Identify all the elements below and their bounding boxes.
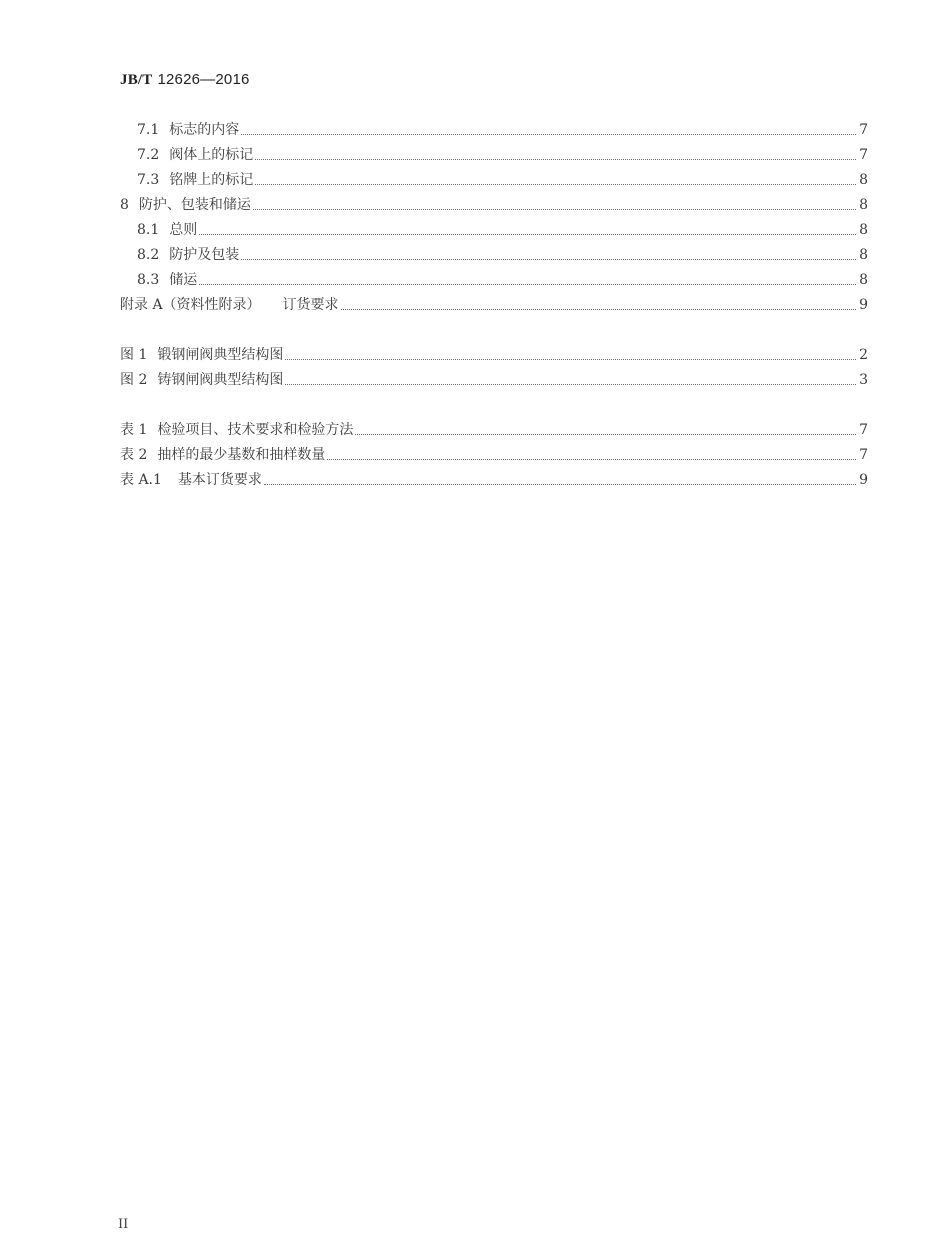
toc-entry-number: 8.1 [137,222,160,238]
toc-entry-page: 2 [859,347,868,363]
toc-leader-dots [327,458,856,460]
toc-entry-title: 铭牌上的标记 [169,172,254,188]
toc-entry-page: 7 [859,422,868,438]
toc-figure-1[interactable] [120,342,868,364]
toc-entry-7-3[interactable] [120,167,868,189]
toc-entry-number: 表 A.1 [120,472,162,488]
toc-entry-number: 8 [120,197,129,213]
toc-entry-number: 图 1 [120,347,148,363]
toc-entry-number: 8.2 [137,247,160,263]
toc-leader-dots [199,283,856,285]
toc-entry-title: 订货要求 [282,297,339,313]
toc-entry-number: 图 2 [120,372,148,388]
toc-leader-dots [255,183,856,185]
page-number: II [118,1217,129,1232]
toc-entry-title: 铸钢闸阀典型结构图 [157,372,284,388]
toc-entry-page: 9 [859,297,868,313]
toc-entry-title: 标志的内容 [169,122,240,138]
toc-entry-number: 7.3 [137,172,160,188]
toc-leader-dots [355,433,856,435]
toc-leader-dots [241,133,856,135]
toc-table-2[interactable] [120,442,868,464]
toc-entry-number: 7.2 [137,147,160,163]
toc-leader-dots [285,383,856,385]
toc-entry-title: 基本订货要求 [177,472,262,488]
toc-entry-page: 9 [859,472,868,488]
toc-entry-8[interactable] [120,192,868,214]
toc-leader-dots [264,483,856,485]
toc-entry-page: 3 [859,372,868,388]
toc-entry-page: 8 [859,222,868,238]
toc-entry-number: 附录 A（资料性附录） [120,297,261,313]
toc-entry-title: 总则 [169,222,198,238]
toc-figure-2[interactable] [120,367,868,389]
document-header [120,70,250,89]
toc-entry-7-1[interactable] [120,117,868,139]
toc-entry-title: 防护、包装和储运 [138,197,251,213]
toc-leader-dots [255,158,856,160]
toc-entry-number: 表 2 [120,447,148,463]
toc-entry-title: 检验项目、技术要求和检验方法 [157,422,354,438]
toc-entry-page: 8 [859,247,868,263]
toc-entry-page: 8 [859,197,868,213]
toc-entry-page: 8 [859,172,868,188]
toc-entry-8-2[interactable] [120,242,868,264]
toc-leader-dots [341,308,857,310]
toc-entry-8-1[interactable] [120,217,868,239]
toc-table-1[interactable] [120,417,868,439]
toc-entry-title: 阀体上的标记 [169,147,254,163]
toc-leader-dots [253,208,856,210]
toc-entry-title: 防护及包装 [169,247,240,263]
toc-entry-number: 表 1 [120,422,148,438]
toc-entry-7-2[interactable] [120,142,868,164]
toc-entry-page: 7 [859,447,868,463]
toc-leader-dots [241,258,856,260]
toc-leader-dots [285,358,856,360]
standard-number: 12626—2016 [157,71,250,88]
toc-entry-page: 7 [859,122,868,138]
toc-entry-page: 8 [859,272,868,288]
toc-entry-title: 储运 [169,272,198,288]
toc-entry-page: 7 [859,147,868,163]
toc-entry-title: 锻钢闸阀典型结构图 [157,347,284,363]
standard-code: JB/T [120,72,153,88]
toc-entry-number: 7.1 [137,122,160,138]
toc-entry-appendix-a[interactable] [120,292,868,314]
toc-entry-title: 抽样的最少基数和抽样数量 [157,447,326,463]
toc-leader-dots [199,233,856,235]
toc-table-a-1[interactable] [120,467,868,489]
toc-entry-8-3[interactable] [120,267,868,289]
toc-entry-number: 8.3 [137,272,160,288]
